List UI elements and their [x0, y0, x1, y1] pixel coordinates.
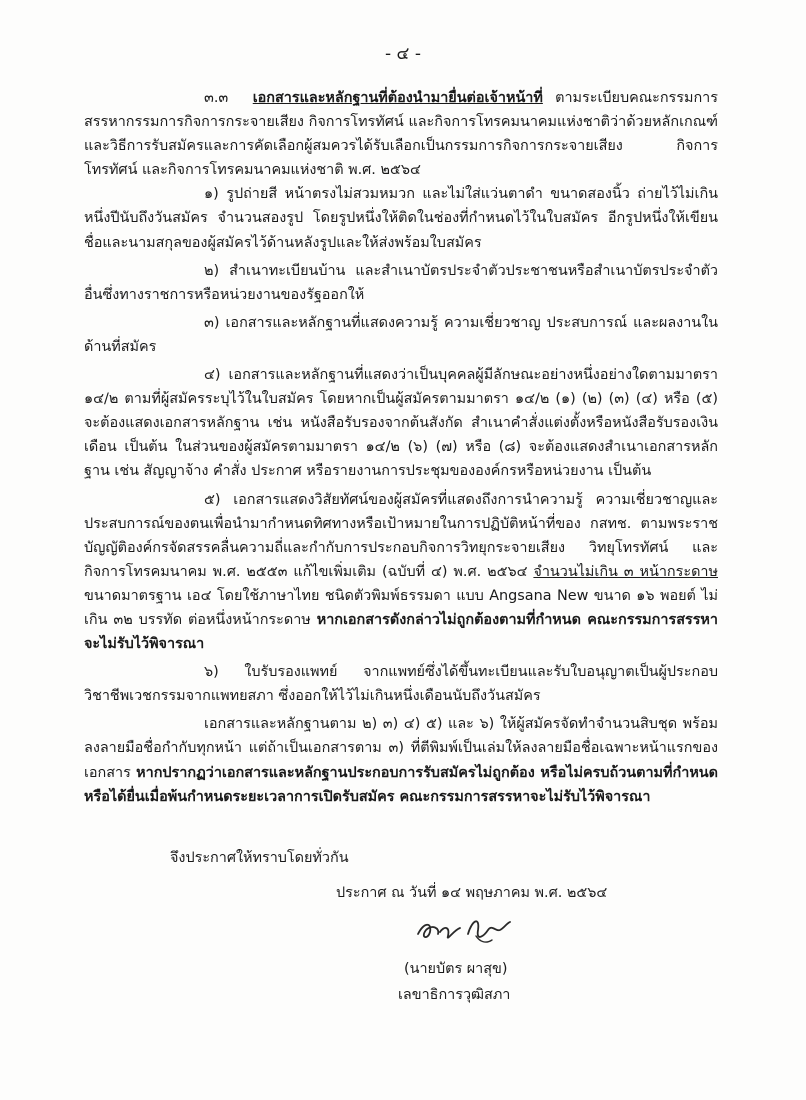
section-intro: ตามระเบียบคณะกรรมการสรรหากรรมการกิจการกระจายเสียง กิจการโทรทัศน์ และกิจการโทรคมนาคมแห่งชาติว่าด้วยหลักเกณฑ์และวิธีการรับสมัครและการคัดเลือกผู้สมควรได้รับเลือกเป็นกรรมการกิจการกระจายเสียง กิจการโทรทัศน์ และกิจการโทรคมนาคมแห่งชาติ พ.ศ. ๒๕๖๔: [84, 90, 718, 179]
document-body: [84, 86, 718, 809]
section-3-3-paragraph: [84, 86, 718, 182]
section-heading: เอกสารและหลักฐานที่ต้องนำมายื่นต่อเจ้าหน้าที่: [252, 90, 543, 106]
announcement-date: ประกาศ ณ วันที่ ๑๔ พฤษภาคม พ.ศ. ๒๕๖๔: [336, 885, 608, 901]
item-4: ๔) เอกสารและหลักฐานที่แสดงว่าเป็นบุคคลผู้มีลักษณะอย่างหนึ่งอย่างใดตามมาตรา ๑๔/๒ ตามที่ผู้สมัครระบุไว้ในใบสมัคร โดยหากเป็นผู้สมัครตามมาตรา ๑๔/๒ (๑) (๒) (๓) (๔) หรือ (๕) จะต้องแสดงเอกสารหลักฐาน เช่น หนังสือรับรองจากต้นสังกัด สำเนาคำสั่งแต่งตั้งหรือหนังสือรับรองเงินเดือน เป็นต้น ในส่วนของผู้สมัครตามมาตรา ๑๔/๒ (๖) (๗) หรือ (๘) จะต้องแสดงสำเนาเอกสารหลักฐาน เช่น สัญญาจ้าง คำสั่ง ประกาศ หรือรายงานการประชุมขององค์กรหรือหน่วยงาน เป็นต้น: [84, 367, 718, 480]
item-5-warning: หากเอกสารดังกล่าวไม่ถูกต้องตามที่กำหนด คณะกรรมการสรรหาจะไม่รับไว้พิจารณา: [84, 611, 719, 653]
signer-title: เลขาธิการวุฒิสภา: [398, 987, 511, 1003]
page-number: - ๔ -: [385, 44, 421, 64]
item-5-format: ขนาดมาตรฐาน เอ๔ โดยใช้ภาษาไทย ชนิดตัวพิมพ์ธรรมดา แบบ Angsana New ขนาด ๑๖ พอยต์ ไม่เกิน ๓๒ บรรทัด ต่อหนึ่งหน้ากระดาษ: [84, 587, 718, 628]
item-3: ๓) เอกสารและหลักฐานที่แสดงความรู้ ความเชี่ยวชาญ ประสบการณ์ และผลงานในด้านที่สมัคร: [84, 314, 718, 355]
section-number: ๓.๓: [204, 90, 229, 106]
item-6: ๖) ใบรับรองแพทย์ จากแพทย์ซึ่งได้ขึ้นทะเบียนและรับใบอนุญาตเป็นผู้ประกอบวิชาชีพเวชกรรมจากแพทยสภา ซึ่งออกให้ไว้ไม่เกินหนึ่งเดือนนับถึงวันสมัคร: [84, 664, 718, 705]
copies-paragraph: [84, 712, 718, 808]
item-2: ๒) สำเนาทะเบียนบ้าน และสำเนาบัตรประจำตัวประชาชนหรือสำเนาบัตรประจำตัวอื่นซึ่งทางราชการหรือหน่วยงานของรัฐออกให้: [84, 262, 718, 303]
item-5: [84, 488, 718, 657]
copies-warning: หากปรากฏว่าเอกสารและหลักฐานประกอบการรับสมัครไม่ถูกต้อง หรือไม่ครบถ้วนตามที่กำหนด หรือได้ยื่นเมื่อพ้นกำหนดระยะเวลาการเปิดรับสมัคร คณะกรรมการสรรหาจะไม่รับไว้พิจารณา: [84, 764, 718, 805]
item-5-page-limit: จำนวนไม่เกิน ๓ หน้ากระดาษ: [533, 563, 718, 580]
item-1: ๑) รูปถ่ายสี หน้าตรงไม่สวมหมวก และไม่ใส่แว่นตาดำ ขนาดสองนิ้ว ถ่ายไว้ไม่เกินหนึ่งปีนับถึงวันสมัคร จำนวนสองรูป โดยรูปหนึ่งให้ติดในช่องที่กำหนดไว้ในใบสมัคร อีกรูปหนึ่งให้เขียนชื่อและนามสกุลของผู้สมัครไว้ด้านหลังรูปและให้ส่งพร้อมใบสมัคร: [84, 186, 718, 251]
copies-text: เอกสารและหลักฐานตาม ๒) ๓) ๔) ๕) และ ๖) ให้ผู้สมัครจัดทำจำนวนสิบชุด พร้อมลงลายมือชื่อกำกับทุกหน้า แต่ถ้าเป็นเอกสารตาม ๓) ที่ตีพิมพ์เป็นเล่มให้ลงลายมือชื่อเฉพาะหน้าแรกของเอกสาร: [84, 716, 718, 781]
closing-notice: จึงประกาศให้ทราบโดยทั่วกัน: [170, 850, 349, 866]
signer-name: (นายบัตร ผาสุข): [404, 961, 508, 977]
signature-icon: [410, 908, 520, 952]
item-5-text: ๕) เอกสารแสดงวิสัยทัศน์ของผู้สมัครที่แสดงถึงการนำความรู้ ความเชี่ยวชาญและประสบการณ์ของตนเพื่อนำมากำหนดทิศทางหรือเป้าหมายในการปฏิบัติหน้าที่ของ กสทช. ตามพระราชบัญญัติองค์กรจัดสรรคลื่นความถี่และกำกับการประกอบกิจการวิทยุกระจายเสียง วิทยุโทรทัศน์ และกิจการโทรคมนาคม พ.ศ. ๒๕๕๓ แก้ไขเพิ่มเติม (ฉบับที่ ๔) พ.ศ. ๒๕๖๔: [84, 491, 718, 580]
